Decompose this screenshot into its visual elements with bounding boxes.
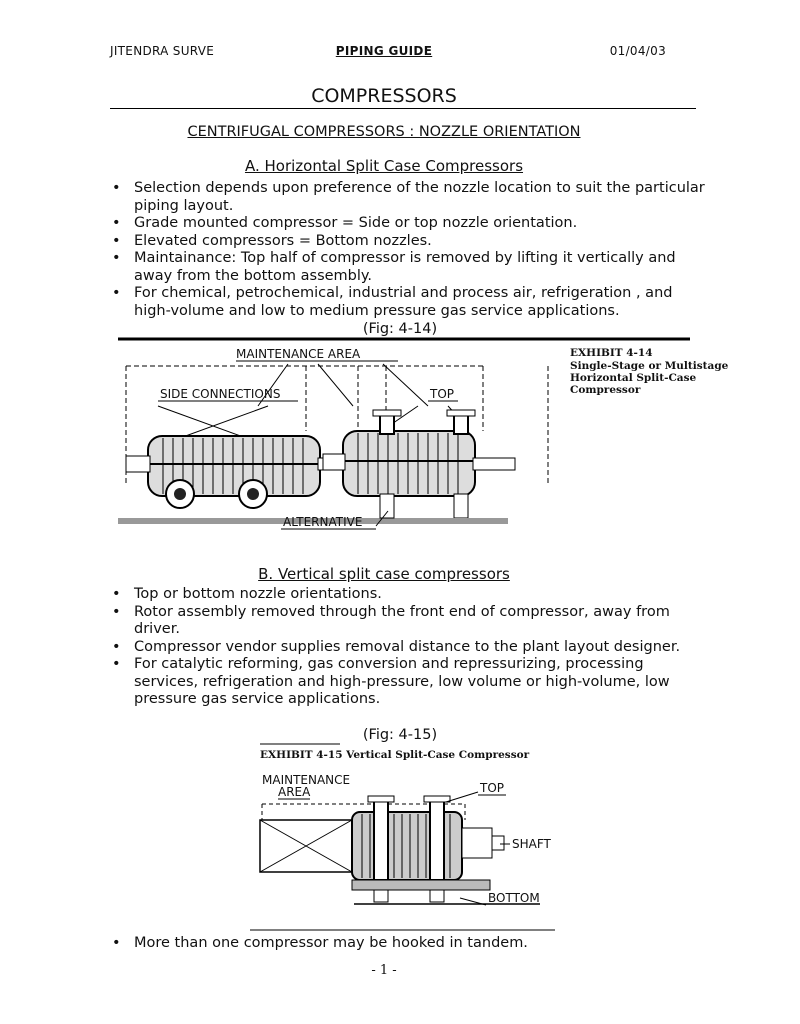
- list-item: • Top or bottom nozzle orientations.: [110, 586, 710, 604]
- label-maintenance-area: MAINTENANCE AREA: [236, 347, 361, 361]
- list-item: • Selection depends upon preference of the nozzle location to suit the particular piping layout.: [110, 180, 710, 215]
- label-top-15: TOP: [480, 781, 505, 795]
- list-item: • For catalytic reforming, gas conversion and repressurizing, processing services, refrigeration and high-pressure, low volume or high-volume, low pressure gas service applications.: [110, 656, 710, 709]
- section-b-heading: B. Vertical split case compressors: [258, 565, 510, 583]
- vertical-split-case-drawing: [250, 740, 560, 930]
- exhibit-4-14-line2: Single-Stage or Multistage: [570, 360, 729, 372]
- exhibit-4-15-title: EXHIBIT 4-15 Vertical Split-Case Compressor: [260, 749, 530, 761]
- label-maintenance: MAINTENANCE: [262, 773, 351, 787]
- section-a-list: [110, 180, 710, 320]
- page-number: - 1 -: [371, 963, 397, 978]
- figure-4-15: [250, 740, 560, 930]
- header-author: JITENDRA SURVE: [110, 44, 215, 58]
- section-b-list: [110, 586, 710, 709]
- exhibit-4-14-title: EXHIBIT 4-14: [570, 347, 653, 359]
- header-date: 01/04/03: [609, 44, 666, 58]
- list-item: • For chemical, petrochemical, industrial and process air, refrigeration , and high-volume and low to medium pressure gas service applications.: [110, 285, 710, 320]
- page-title: COMPRESSORS: [311, 85, 457, 107]
- list-item: • Elevated compressors = Bottom nozzles.: [110, 233, 710, 251]
- figure-caption-4-15: (Fig: 4-15): [362, 727, 438, 743]
- header-title: PIPING GUIDE: [335, 44, 433, 58]
- horizontal-split-case-drawing: [118, 336, 729, 548]
- label-side-connections: SIDE CONNECTIONS: [160, 387, 281, 401]
- label-alternative: ALTERNATIVE: [283, 515, 363, 529]
- figure-4-14: [118, 336, 729, 548]
- page-subtitle: CENTRIFUGAL COMPRESSORS : NOZZLE ORIENTATION: [187, 124, 581, 140]
- title-divider: [110, 108, 696, 109]
- label-top: TOP: [430, 387, 455, 401]
- label-area: AREA: [278, 785, 311, 799]
- label-bottom: BOTTOM: [488, 891, 540, 905]
- list-item: • Rotor assembly removed through the front end of compressor, away from driver.: [110, 604, 710, 639]
- label-shaft: SHAFT: [512, 837, 551, 851]
- list-item: • Maintainance: Top half of compressor is removed by lifting it vertically and away from the bottom assembly.: [110, 250, 710, 285]
- list-item: • Compressor vendor supplies removal distance to the plant layout designer.: [110, 639, 710, 657]
- final-list: [110, 935, 710, 953]
- list-item: • Grade mounted compressor = Side or top nozzle orientation.: [110, 215, 710, 233]
- exhibit-4-14-line4: Compressor: [570, 384, 641, 396]
- exhibit-4-14-line3: Horizontal Split-Case: [570, 372, 697, 384]
- section-a-heading: A. Horizontal Split Case Compressors: [244, 157, 524, 175]
- figure-caption-4-14: (Fig: 4-14): [362, 321, 438, 337]
- list-item: • More than one compressor may be hooked in tandem.: [110, 935, 710, 953]
